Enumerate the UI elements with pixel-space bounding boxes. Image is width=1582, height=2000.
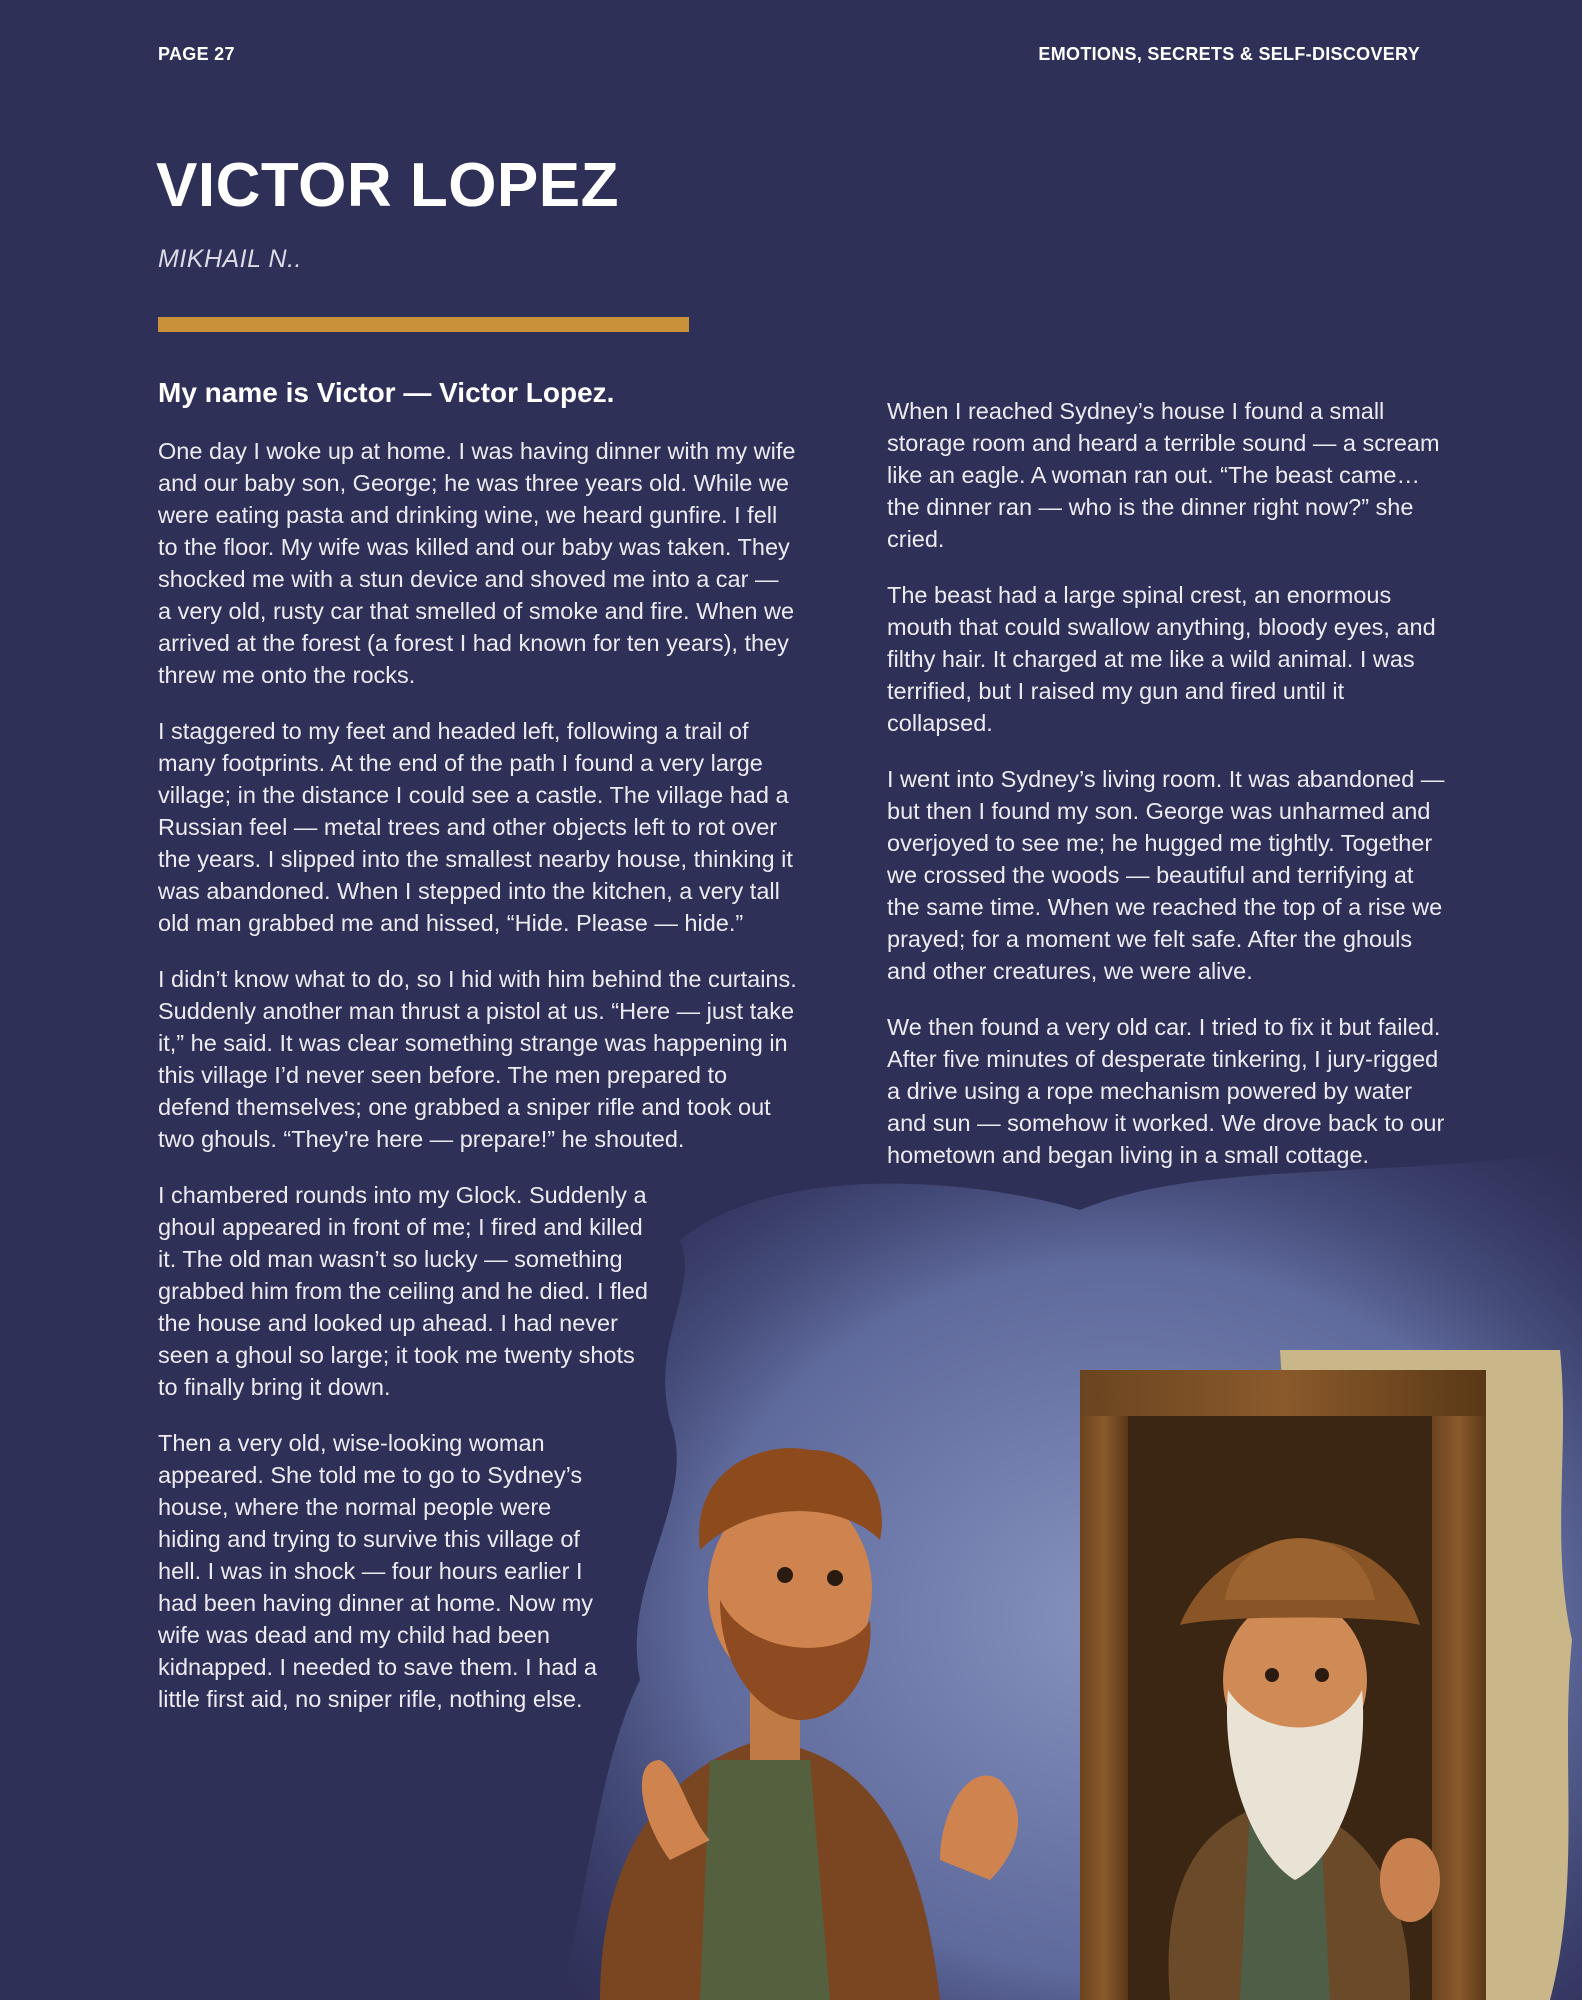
page-number: PAGE 27	[158, 44, 235, 64]
right-column	[887, 395, 1447, 1195]
paragraph: We then found a very old car. I tried to fix it but failed. After five minutes of desperate tinkering, I jury-rigged a drive using a rope mechanism powered by water and sun — somehow it worked. We drove back to our hometown and began living in a small cottage.	[887, 1014, 1445, 1168]
paragraph: I chambered rounds into my Glock. Suddenly a ghoul appeared in front of me; I fired and killed it. The old man wasn’t so lucky — something grabbed him from the ceiling and he died. I fled the house and looked up ahead. I had never seen a ghoul so large; it took me twenty shots to finally bring it down.	[158, 1182, 648, 1400]
paragraph: The beast had a large spinal crest, an enormous mouth that could swallow anything, bloody eyes, and filthy hair. It charged at me like a wild animal. I was terrified, but I raised my gun and fired until it collapsed.	[887, 582, 1436, 736]
paragraph: I staggered to my feet and headed left, following a trail of many footprints. At the end of the path I found a very large village; in the distance I could see a castle. The village had a Russian feel — metal trees and other objects left to rot over the years. I slipped into the smallest nearby house, thinking it was abandoned. When I stepped into the kitchen, a very tall old man grabbed me and hissed, “Hide. Please — hide.”	[158, 718, 793, 936]
paragraph: Then a very old, wise-looking woman appeared. She told me to go to Sydney’s house, where the normal people were hiding and trying to survive this village of hell. I was in shock — four hours earlier I had been having dinner at home. Now my wife was dead and my child had been kidnapped. I needed to save them. I had a little first aid, no sniper rifle, nothing else.	[158, 1430, 597, 1712]
story-author: MIKHAIL N..	[158, 245, 302, 273]
paragraph: One day I woke up at home. I was having dinner with my wife and our baby son, George; he was three years old. While we were eating pasta and drinking wine, we heard gunfire. I fell to the floor. My wife was killed and our baby was taken. They shocked me with a stun device and shoved me into a car — a very old, rusty car that smelled of smoke and fire. When we arrived at the forest (a forest I had known for ten years), they threw me onto the rocks.	[158, 438, 796, 688]
story-title: VICTOR LOPEZ	[156, 151, 620, 220]
story-lead: My name is Victor — Victor Lopez.	[158, 377, 615, 408]
running-header	[158, 44, 1420, 65]
paragraph: I didn’t know what to do, so I hid with him behind the curtains. Suddenly another man thrust a pistol at us. “Here — just take it,” he said. It was clear something strange was happening in this village I’d never seen before. The men prepared to defend themselves; one grabbed a sniper rifle and took out two ghouls. “They’re here — prepare!” he shouted.	[158, 966, 797, 1152]
accent-rule	[158, 317, 689, 332]
paragraph: I went into Sydney’s living room. It was abandoned — but then I found my son. George was unharmed and overjoyed to see me; he hugged me tightly. Together we crossed the woods — beautiful and terrifying at the same time. When we reached the top of a rise we prayed; for a moment we felt safe. After the ghouls and other creatures, we were alive.	[887, 766, 1445, 984]
paragraph: When I reached Sydney’s house I found a small storage room and heard a terrible sound — a scream like an eagle. A woman ran out. “The beast came… the dinner ran — who is the dinner right now?” she cried.	[887, 398, 1440, 552]
section-title: EMOTIONS, SECRETS & SELF-DISCOVERY	[1038, 44, 1420, 64]
story-illustration	[560, 1120, 1582, 2000]
